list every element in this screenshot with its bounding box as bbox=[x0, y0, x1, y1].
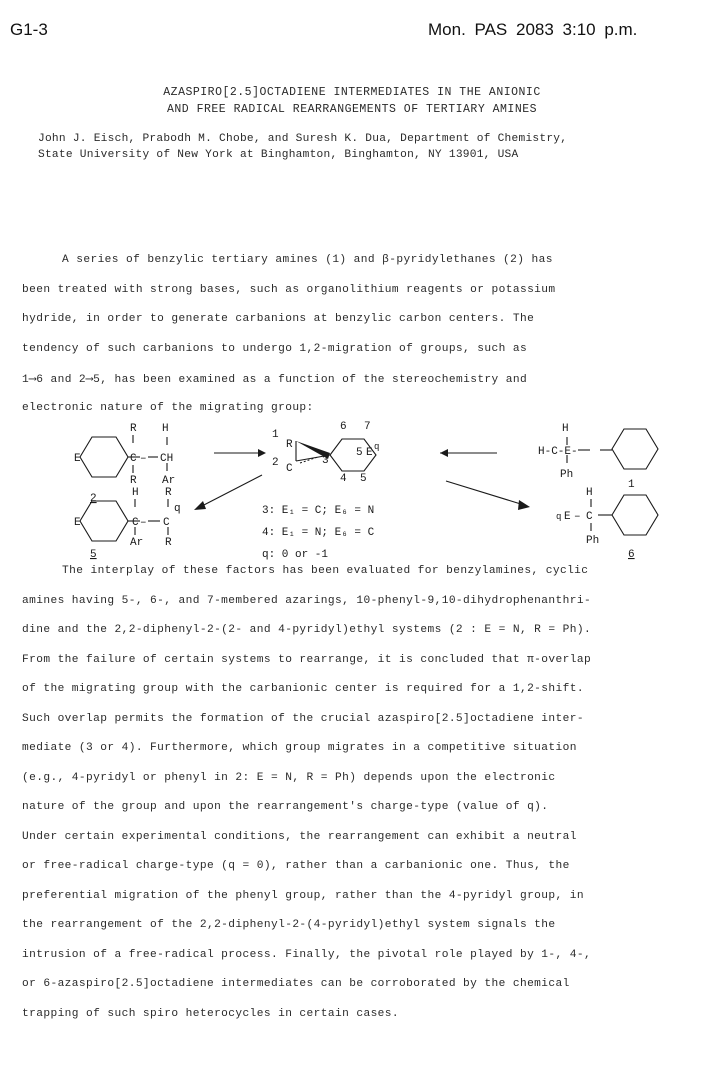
paper-title-line-2: AND FREE RADICAL REARRANGEMENTS OF TERTIARY AMINES bbox=[166, 103, 538, 116]
benzene-ring-cmpd-2 bbox=[80, 437, 128, 477]
label-H: H bbox=[162, 423, 169, 435]
spiro-pos-3: 3 bbox=[322, 455, 329, 467]
condition-3: 3: E₁ = C; E₆ = N bbox=[262, 505, 375, 517]
label-R: R bbox=[165, 537, 172, 549]
label-E: E bbox=[564, 511, 571, 523]
text-line: dine and the 2,2-diphenyl-2-(2- and 4-pyridyl)ethyl systems (2 : E = N, R = Ph). bbox=[22, 624, 592, 636]
spiro-pos-5b: 5 bbox=[360, 473, 367, 485]
label-R: R bbox=[130, 423, 137, 435]
cmpd-5-number: 5 bbox=[90, 549, 97, 561]
label-C: C bbox=[163, 517, 170, 529]
paper-title-line-1: AZASPIRO[2.5]OCTADIENE INTERMEDIATES IN THE ANIONIC bbox=[163, 86, 541, 99]
arrow-spiro-to-5 bbox=[200, 475, 262, 507]
text-line: nature of the group and upon the rearrangement's charge-type (value of q). bbox=[22, 801, 549, 813]
label-C: C bbox=[586, 511, 593, 523]
label-H-C-E: H-C-E- bbox=[538, 446, 578, 458]
text-line: hydride, in order to generate carbanions at benzylic carbon centers. The bbox=[22, 313, 535, 325]
text-line: or free-radical charge-type (q = 0), rather than a carbanionic one. Thus, the bbox=[22, 860, 570, 872]
text-line: been treated with strong bases, such as organolithium reagents or potassium bbox=[22, 284, 556, 296]
cmpd-6-number: 6 bbox=[628, 549, 635, 561]
label-Ph: Ph bbox=[560, 469, 574, 481]
text-line: or 6-azaspiro[2.5]octadiene intermediates can be corroborated by the chemical bbox=[22, 978, 570, 990]
label-R: R bbox=[165, 487, 172, 499]
spiro-pos-2: 2 bbox=[272, 457, 279, 469]
spiro-pos-5: 5 bbox=[356, 447, 363, 459]
arrow-spiro-to-6 bbox=[446, 481, 524, 505]
label-H: H bbox=[562, 423, 569, 435]
authors-line-2: State University of New York at Binghamton, Binghamton, NY 13901, USA bbox=[38, 149, 519, 161]
bond-dash: – bbox=[574, 511, 581, 523]
label-E: E bbox=[74, 453, 81, 465]
cmpd-1-number: 1 bbox=[628, 479, 635, 491]
spiro-C: C bbox=[286, 463, 293, 475]
spiro-q: q bbox=[374, 442, 380, 452]
session-time: Mon. PAS 2083 3:10 p.m. bbox=[428, 20, 638, 39]
label-Ar: Ar bbox=[162, 475, 176, 487]
bond-dash: – bbox=[140, 453, 147, 465]
text-line: (e.g., 4-pyridyl or phenyl in 2: E = N, R = Ph) depends upon the electronic bbox=[22, 772, 556, 784]
session-code: G1-3 bbox=[10, 20, 48, 39]
text-line: tendency of such carbanions to undergo 1,2-migration of groups, such as bbox=[22, 343, 528, 355]
chem-bond bbox=[518, 500, 530, 510]
cmpd-2-number: 2 bbox=[90, 493, 97, 505]
text-line: intrusion of a free-radical process. Finally, the pivotal role played by 1-, 4-, bbox=[22, 949, 592, 961]
text-line: A series of benzylic tertiary amines (1) and β-pyridylethanes (2) has bbox=[62, 254, 553, 266]
text-line: trapping of such spiro heterocycles in certain cases. bbox=[22, 1008, 400, 1020]
label-Ph: Ph bbox=[586, 535, 600, 547]
label-H: H bbox=[132, 487, 139, 499]
chem-bond bbox=[258, 449, 266, 457]
label-C: C bbox=[130, 453, 137, 465]
label-C: C bbox=[132, 517, 139, 529]
condition-q: q: 0 or -1 bbox=[262, 549, 329, 561]
label-E: E bbox=[74, 517, 81, 529]
text-line: Under certain experimental conditions, the rearrangement can exhibit a neutral bbox=[22, 831, 577, 843]
text-line: preferential migration of the phenyl group, rather than the 4-pyridyl group, in bbox=[22, 890, 584, 902]
benzene-ring-cmpd-5 bbox=[80, 501, 128, 541]
spiro-pos-6: 6 bbox=[340, 421, 347, 433]
condition-4: 4: E₁ = N; E₆ = C bbox=[262, 527, 375, 539]
label-H: H bbox=[586, 487, 593, 499]
label-q: q bbox=[174, 503, 181, 515]
text-line: the rearrangement of the 2,2-diphenyl-2-(4-pyridyl)ethyl system signals the bbox=[22, 919, 556, 931]
label-Ar: Ar bbox=[130, 537, 144, 549]
text-line: 1⟶6 and 2⟶5, has been examined as a function of the stereochemistry and bbox=[22, 374, 528, 386]
text-line: Such overlap permits the formation of the crucial azaspiro[2.5]octadiene inter- bbox=[22, 713, 584, 725]
label-q: q bbox=[556, 512, 562, 522]
benzene-ring-cmpd-1 bbox=[612, 429, 658, 469]
spiro-pos-7: 7 bbox=[364, 421, 371, 433]
spiro-R: R bbox=[286, 439, 293, 451]
reaction-scheme bbox=[0, 415, 704, 565]
spiro-pos-1: 1 bbox=[272, 429, 279, 441]
text-line: From the failure of certain systems to rearrange, it is concluded that π-overlap bbox=[22, 654, 592, 666]
text-line: amines having 5-, 6-, and 7-membered azarings, 10-phenyl-9,10-dihydrophenanthri- bbox=[22, 595, 592, 607]
spiro-E: E bbox=[366, 447, 373, 459]
bond-dash: – bbox=[140, 517, 147, 529]
benzene-ring-cmpd-6 bbox=[612, 495, 658, 535]
authors-line-1: John J. Eisch, Prabodh M. Chobe, and Suresh K. Dua, Department of Chemistry, bbox=[38, 133, 568, 145]
text-line: The interplay of these factors has been evaluated for benzylamines, cyclic bbox=[62, 565, 589, 577]
chem-bond bbox=[440, 449, 448, 457]
label-CH: CH bbox=[160, 453, 174, 465]
spiro-pos-4: 4 bbox=[340, 473, 347, 485]
text-line: of the migrating group with the carbanionic center is required for a 1,2-shift. bbox=[22, 683, 584, 695]
label-R: R bbox=[130, 475, 137, 487]
chem-bond bbox=[194, 501, 206, 510]
text-line: mediate (3 or 4). Furthermore, which group migrates in a competitive situation bbox=[22, 742, 577, 754]
text-line: electronic nature of the migrating group: bbox=[22, 402, 314, 414]
